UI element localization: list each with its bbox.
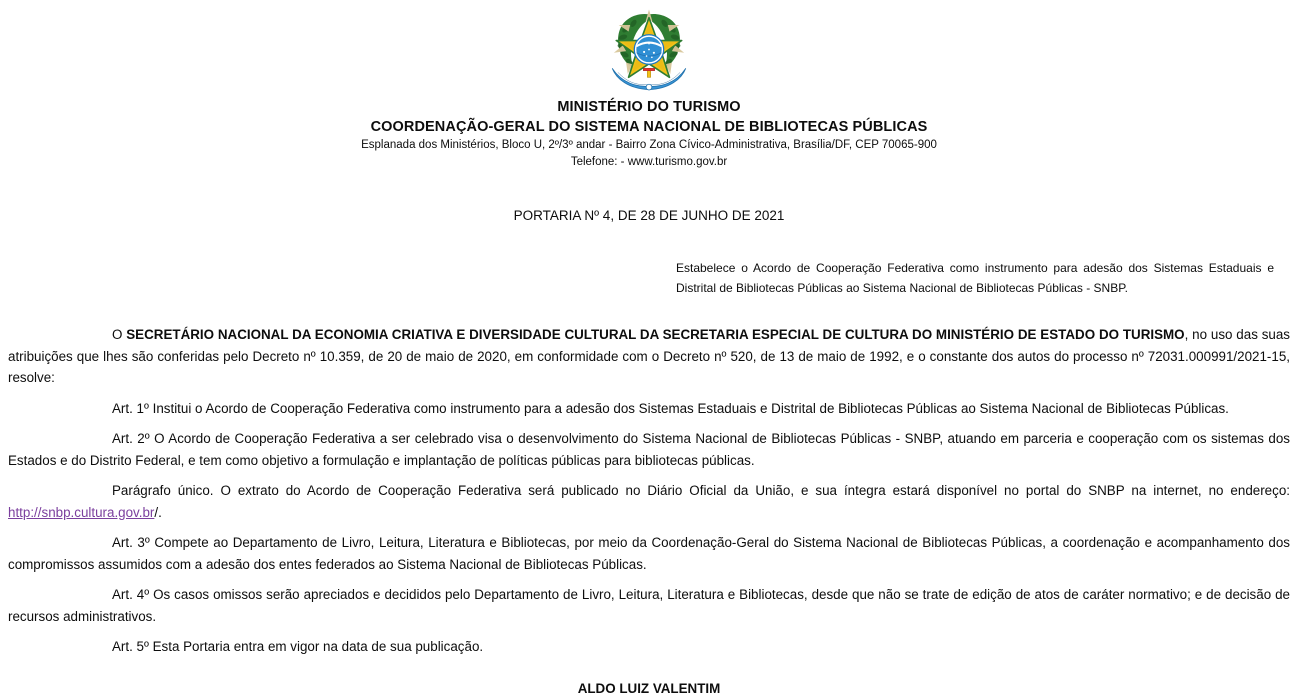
article-2: Art. 2º O Acordo de Cooperação Federativa a ser celebrado visa o desenvolvimento do Sistema Nacional de Bibliotecas Públicas - SNBP, atuando em parceria e cooperação com os sistemas dos Estados e do Distrito Federal, e tem como objetivo a formulação e implantação de políticas públicas para bibliotecas públicas.: [8, 431, 1290, 468]
portaria-title: PORTARIA Nº 4, DE 28 DE JUNHO DE 2021: [513, 208, 785, 223]
paragrafo-unico: [8, 480, 1290, 523]
paragrafo-unico-suffix: /.: [154, 504, 162, 520]
article-5: Art. 5º Esta Portaria entra em vigor na data de sua publicação.: [112, 639, 484, 654]
paragrafo-unico-text: Parágrafo único. O extrato do Acordo de Cooperação Federativa será publicado no Diário Oficial da União, e sua íntegra estará disponível no portal do SNBP na internet, no endereço:: [112, 483, 1290, 498]
article-1: Art. 1º Institui o Acordo de Cooperação Federativa como instrumento para a adesão dos Sistemas Estaduais e Distrital de Bibliotecas Públicas ao Sistema Nacional de Bibliotecas Públicas.: [112, 400, 1229, 416]
article-3: Art. 3º Compete ao Departamento de Livro, Leitura, Literatura e Bibliotecas, por meio da Coordenação-Geral do Sistema Nacional de Bibliotecas Públicas, a coordenação e acompanhamento dos compromissos assumidos com a adesão dos entes federados ao Sistema Nacional de Bibliotecas Públicas.: [8, 535, 1290, 572]
document-header: [8, 98, 1290, 170]
preamble-rest: , no uso das suas atribuições que lhes são conferidas pelo Decreto nº 10.359, de 20 de maio de 2020, em conformidade com o Decreto nº 520, de 13 de maio de 1992, e o constante dos autos do processo nº 72031.000991/2021-15, resolve:: [8, 327, 1291, 385]
signatory-name: ALDO LUIZ VALENTIM: [577, 680, 721, 696]
document-body: [8, 324, 1290, 658]
ementa-summary: Estabelece o Acordo de Cooperação Federativa como instrumento para adesão dos Sistemas Estaduais e Distrital de Bibliotecas Públicas ao Sistema Nacional de Bibliotecas Públicas - SNBP.: [676, 261, 1274, 295]
snbp-portal-link[interactable]: http://snbp.cultura.gov.br: [8, 504, 155, 520]
preamble-lead-in: O: [112, 327, 127, 342]
preamble-paragraph: [8, 324, 1290, 389]
article-4: Art. 4º Os casos omissos serão apreciados e decididos pelo Departamento de Livro, Leitura, Literatura e Bibliotecas, desde que não se trate de edição de atos de caráter normativo; e de decisão de recursos administrativos.: [8, 587, 1290, 624]
emblem-container: [8, 0, 1290, 92]
address-line: Esplanada dos Ministérios, Bloco U, 2º/3º andar - Bairro Zona Cívico-Administrativa, Brasília/DF, CEP 70065-900: [361, 139, 937, 151]
brazil-coat-of-arms-icon: [608, 7, 690, 92]
ministry-name: MINISTÉRIO DO TURISMO: [557, 99, 741, 115]
department-name: COORDENAÇÃO-GERAL DO SISTEMA NACIONAL DE BIBLIOTECAS PÚBLICAS: [370, 119, 928, 135]
authority-title: SECRETÁRIO NACIONAL DA ECONOMIA CRIATIVA E DIVERSIDADE CULTURAL DA SECRETARIA ESPECIAL DE CULTURA DO MINISTÉRIO DE ESTADO DO TURISMO: [126, 327, 1185, 342]
phone-website-line: Telefone: - www.turismo.gov.br: [570, 156, 728, 168]
